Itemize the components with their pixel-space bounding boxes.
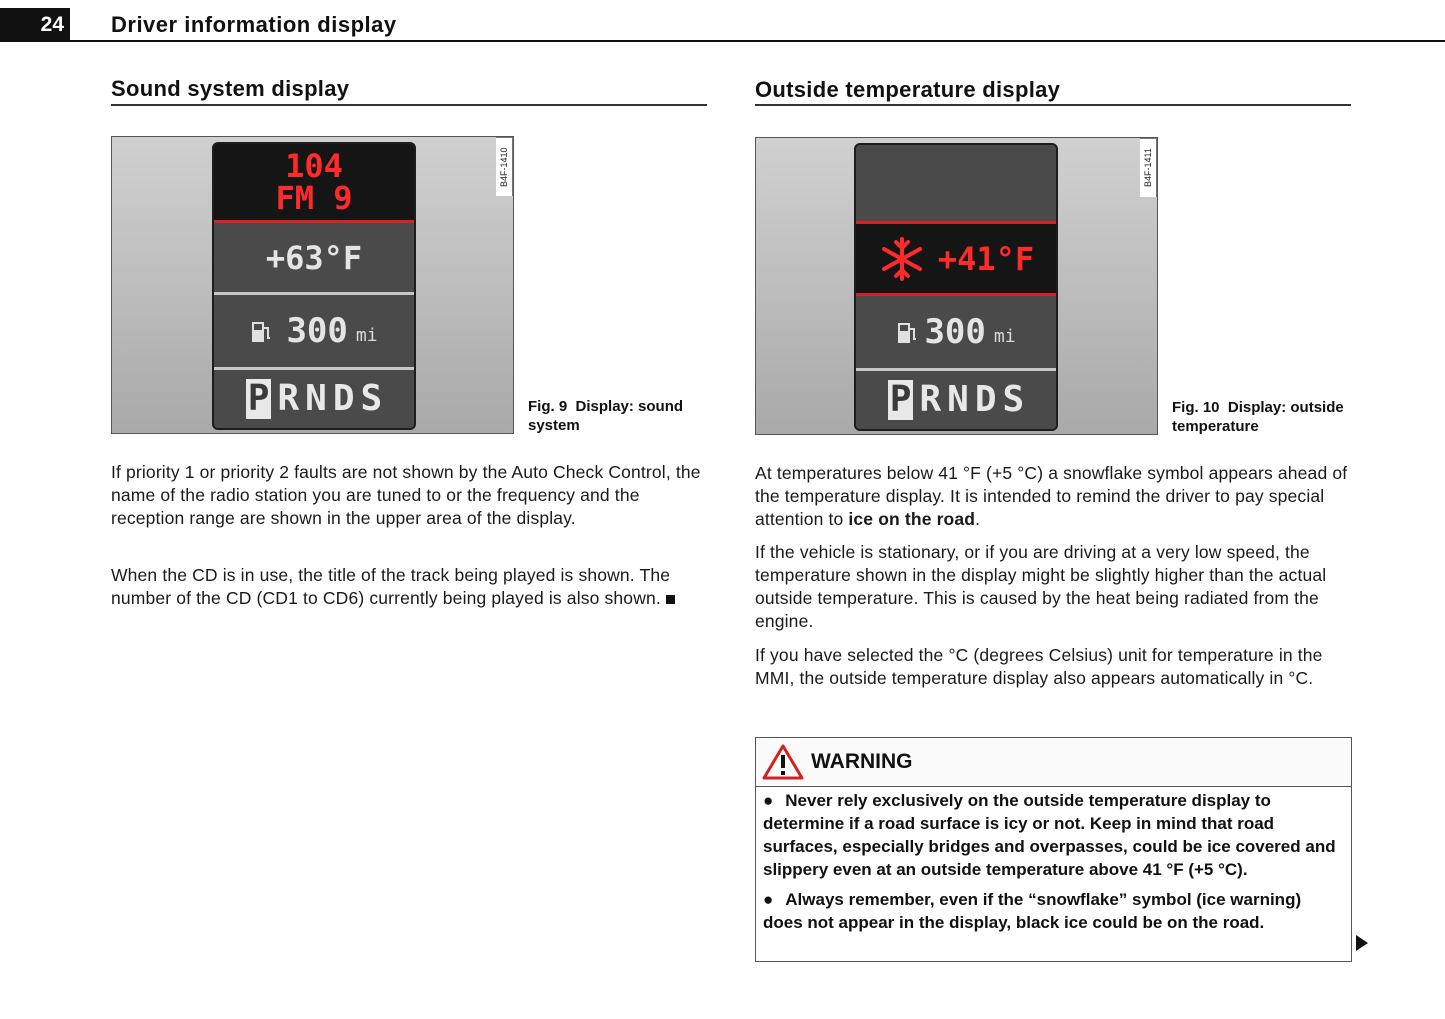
gear-s: S [360,378,383,419]
warning-header [756,738,1351,787]
gear-d: D [974,379,997,420]
warning-box [755,737,1352,962]
end-of-section-square-icon [666,595,675,604]
range-unit: mi [355,324,378,346]
temperature-readout: +63°F [265,238,363,277]
radio-frequency: 104 [285,147,343,185]
chapter-title: Driver information display [111,12,397,37]
driver-display [212,142,416,430]
section-heading-sound-system: Sound system display [111,76,350,101]
gear-r: R [277,378,300,419]
range-row [856,296,1056,368]
figure-outside-temperature [755,137,1158,435]
driver-display [854,143,1058,431]
figure-code: B4F-1411 [1140,138,1157,197]
fuel-pump-icon [896,321,918,349]
section-heading-outside-temperature: Outside temperature display [755,77,1061,102]
range-row [214,295,414,367]
gear-d: D [332,378,355,419]
figure-caption-text: Display: outside temperature [1172,399,1344,435]
temperature-row [214,223,414,292]
snowflake-icon [878,235,926,287]
warning-item: ● Never rely exclusively on the outside temperature display to determine if a road surface is icy or not. Keep in mind that road surfaces, especially bridges and overpasses, could be ice covered and slippery even at an outside temperature above 41 °F (+5 °C). [763,791,1336,879]
radio-station-area [214,144,414,220]
header-rule [0,40,1445,42]
figure-caption [528,397,703,435]
paragraph: When the CD is in use, the title of the track being played is shown. The number of the CD (CD1 to CD6) currently being played is also shown. [111,564,707,610]
section-rule [111,104,707,106]
figure-sound-system [111,136,514,434]
warning-title: WARNING [811,750,913,773]
section-rule [755,104,1351,106]
range-value: 300 [924,312,986,352]
figure-caption-text: Display: sound system [528,398,684,434]
emphasis-ice-on-road: ice on the road [848,509,976,529]
radio-band: FM 9 [275,179,353,217]
figure-number: Fig. 9 [528,398,568,415]
gear-row [856,371,1056,429]
paragraph: At temperatures below 41 °F (+5 °C) a snowflake symbol appears ahead of the temperature display. It is intended to remind the driver to pay special attention to ice on the road. [755,463,1348,529]
gear-p: P [889,379,912,420]
temperature-row [856,224,1056,293]
continue-arrow-icon [1356,935,1368,956]
figure-code: B4F-1410 [496,137,513,196]
paragraph: If priority 1 or priority 2 faults are not shown by the Auto Check Control, the name of the radio station you are tuned to or the frequency and the reception range are shown in the upper area of the display. [111,462,701,528]
figure-number: Fig. 10 [1172,399,1220,416]
gear-r: R [919,379,942,420]
blank-area [856,145,1056,221]
temperature-readout: +41°F [937,239,1035,278]
range-unit: mi [993,325,1016,347]
range-value: 300 [286,311,348,351]
gear-row [214,370,414,428]
paragraph: If the vehicle is stationary, or if you are driving at a very low speed, the temperature shown in the display might be slightly higher than the actual outside temperature. This is caused by the heat being radiated from the engine. [755,542,1327,631]
warning-item: ● Always remember, even if the “snowflake” symbol (ice warning) does not appear in the display, black ice could be on the road. [763,890,1302,932]
gear-n: N [947,379,969,420]
fuel-pump-icon [250,320,272,348]
figure-caption [1172,398,1347,436]
paragraph: If you have selected the °C (degrees Celsius) unit for temperature in the MMI, the outside temperature display also appears automatically in °C. [755,645,1323,688]
page-number: 24 [0,8,70,41]
gear-p: P [247,378,270,419]
gear-s: S [1002,379,1025,420]
warning-triangle-icon [762,744,804,785]
gear-n: N [305,378,327,419]
